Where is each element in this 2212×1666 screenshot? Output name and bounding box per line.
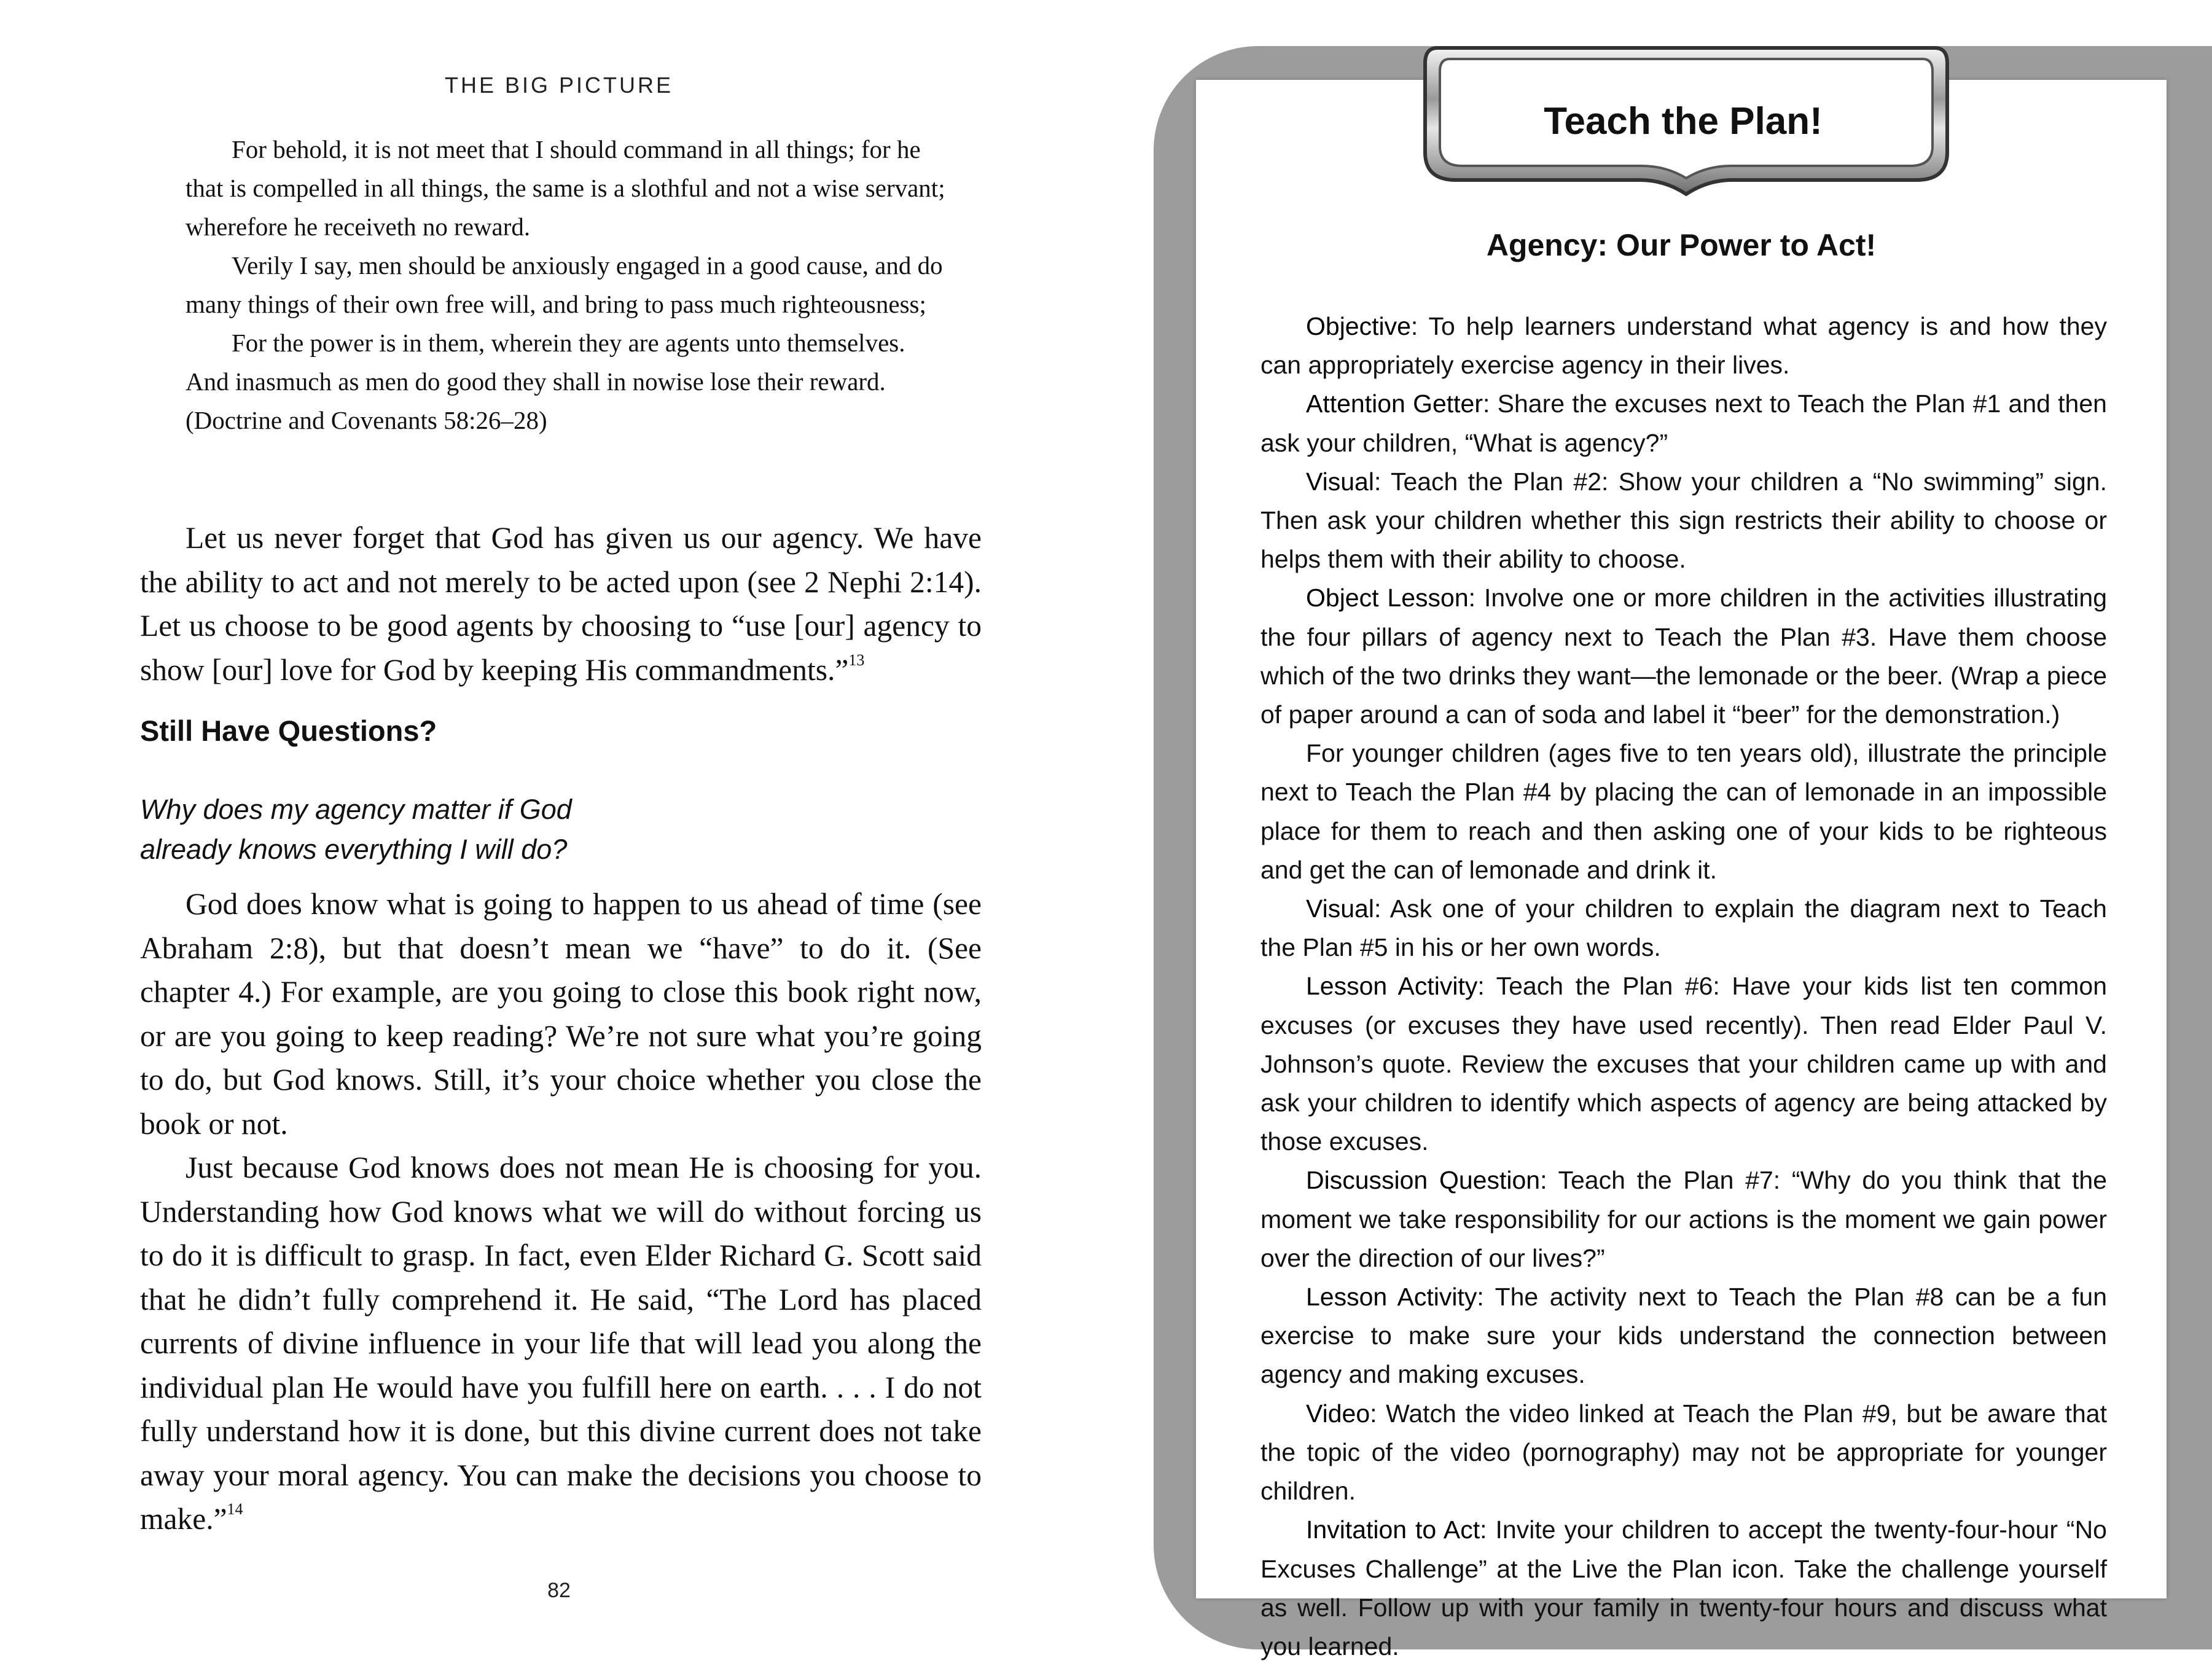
quote-paragraph: Verily I say, men should be anxiously engaged in a good cause, and do many things of their own free will, and bring to pass much righteousness; — [186, 251, 943, 318]
question-subheading — [140, 789, 816, 869]
lesson-subtitle: Agency: Our Power to Act! — [1486, 228, 1877, 262]
lesson-item — [1260, 1394, 2107, 1511]
quote-paragraph: For the power is in them, wherein they are agents unto themselves. And inasmuch as men do good they shall in nowise lose their reward. (Doctrine and Covenants 58:26–28) — [186, 329, 905, 434]
item-label: Invitation to Act : — [1306, 1515, 1487, 1544]
body-section-agency — [140, 516, 982, 692]
body-section-answer — [140, 882, 982, 1541]
body-paragraph — [140, 516, 982, 692]
lesson-item — [1260, 307, 2107, 385]
clipboard-title: Teach the Plan! — [1544, 100, 1823, 143]
item-label: Lesson Activity : — [1306, 972, 1485, 1000]
lesson-item — [1260, 890, 2107, 967]
item-text: The activity next to Teach the Plan #8 can be a fun exercise to make sure your kids understand the connection between agency and making excuses. — [1260, 1283, 2108, 1389]
item-text: Share the excuses next to Teach the Plan #1 and then ask your children, “What is agency?” — [1260, 389, 2107, 457]
body-paragraph: God does know what is going to happen to us ahead of time (see Abraham 2:8), but that doesn’t mean we “have” to do it. (See chapter 4.) For example, are you going to close this book right now, or are you going to keep reading? We’re not sure what you’re going to do, but God knows. Still, it’s your choice whether you close the book or not. — [140, 887, 982, 1141]
lesson-item — [1260, 967, 2107, 1161]
lesson-item — [1260, 1511, 2107, 1666]
item-label: Video : — [1306, 1399, 1377, 1428]
left-page — [0, 0, 1106, 1659]
item-label: Visual : — [1306, 467, 1381, 496]
footnote-marker[interactable]: 14 — [227, 1500, 243, 1518]
item-label: Discussion Question : — [1306, 1166, 1547, 1194]
quote-paragraph: For behold, it is not meet that I should command in all things; for he that is compelled in all things, the same is a slothful and not a wise servant; wherefore he receiveth no reward. — [186, 135, 945, 241]
subheading-line: Why does my agency matter if God — [140, 794, 572, 825]
running-head: THE BIG PICTURE — [444, 72, 674, 98]
body-paragraph — [140, 1146, 982, 1541]
item-text: Involve one or more children in the activities illustrating the four pillars of agency next to Teach the Plan #3. Have them choose which of the two drinks they want—the lemonade or the beer. (Wrap a piece of paper around a can of soda and label it “beer” for the demonstration.) — [1260, 584, 2107, 729]
item-text: Teach the Plan #2: Show your children a “No swimming” sign. Then ask your children whether this sign restricts their ability to choose or helps them with their ability to choose. — [1260, 467, 2107, 574]
paragraph-text: Just because God knows does not mean He is choosing for you. Understanding how God knows what we will do without forcing us to do it is difficult to grasp. In fact, even Elder Richard G. Scott said that he didn’t fully comprehend it. He said, “The Lord has placed currents of divine influence in your life that will lead you along the individual plan He would have you fulfill here on earth. . . . I do not fully understand how it is done, but this divine current does not take away your moral agency. You can make the decisions you choose to make.” — [140, 1151, 982, 1536]
item-text: Teach the Plan #6: Have your kids list ten common excuses (or excuses they have used recently). Then read Elder Paul V. Johnson’s quote. Review the excuses that your children came up with and ask your children to identify which aspects of agency are being attacked by those excuses. — [1260, 972, 2107, 1156]
lesson-item — [1260, 385, 2107, 462]
subheading-line: already knows everything I will do? — [140, 834, 568, 865]
lesson-item — [1260, 734, 2107, 890]
item-label: Visual : — [1306, 894, 1381, 923]
lesson-item — [1260, 1161, 2107, 1278]
lesson-item — [1260, 579, 2107, 734]
item-label: Objective : — [1306, 312, 1418, 340]
footnote-marker[interactable]: 13 — [848, 651, 865, 669]
lesson-item — [1260, 1278, 2107, 1394]
item-text: Teach the Plan #7: “Why do you think that the moment we take responsibility for our actions is the moment we gain power over the direction of our lives?” — [1260, 1166, 2107, 1272]
item-text: Watch the video linked at Teach the Plan #9, but be aware that the topic of the video (pornography) may not be appropriate for younger children. — [1260, 1399, 2107, 1506]
item-label: Object Lesson : — [1306, 584, 1475, 612]
item-text: To help learners understand what agency is and how they can appropriately exercise agency in their lives. — [1260, 312, 2107, 380]
paragraph-text: Let us never forget that God has given us our agency. We have the ability to act and not merely to be acted upon (see 2 Nephi 2:14). Let us choose to be good agents by choosing to “use [our] agency to show [our] love for God by keeping His commandments.” — [140, 521, 982, 687]
item-text: Ask one of your children to explain the diagram next to Teach the Plan #5 in his or her own words. — [1260, 894, 2107, 962]
item-label: Lesson Activity : — [1306, 1283, 1484, 1311]
lesson-plan — [1260, 307, 2107, 1666]
item-label: Attention Getter : — [1306, 389, 1490, 418]
page-number: 82 — [547, 1579, 571, 1602]
item-text: Invite your children to accept the twenty-four-hour “No Excuses Challenge” at the Live the Plan icon. Take the challenge yourself as well. Follow up with your family in twenty-four hours and discuss what you learned. — [1260, 1515, 2107, 1660]
scripture-quote — [186, 130, 947, 440]
item-text: For younger children (ages five to ten years old), illustrate the principle next to Teach the Plan #4 by placing the can of lemonade in an impossible place for them to reach and then asking one of your kids to be righteous and get the can of lemonade and drink it. — [1260, 739, 2107, 884]
section-heading: Still Have Questions? — [140, 714, 437, 747]
lesson-item — [1260, 463, 2107, 579]
